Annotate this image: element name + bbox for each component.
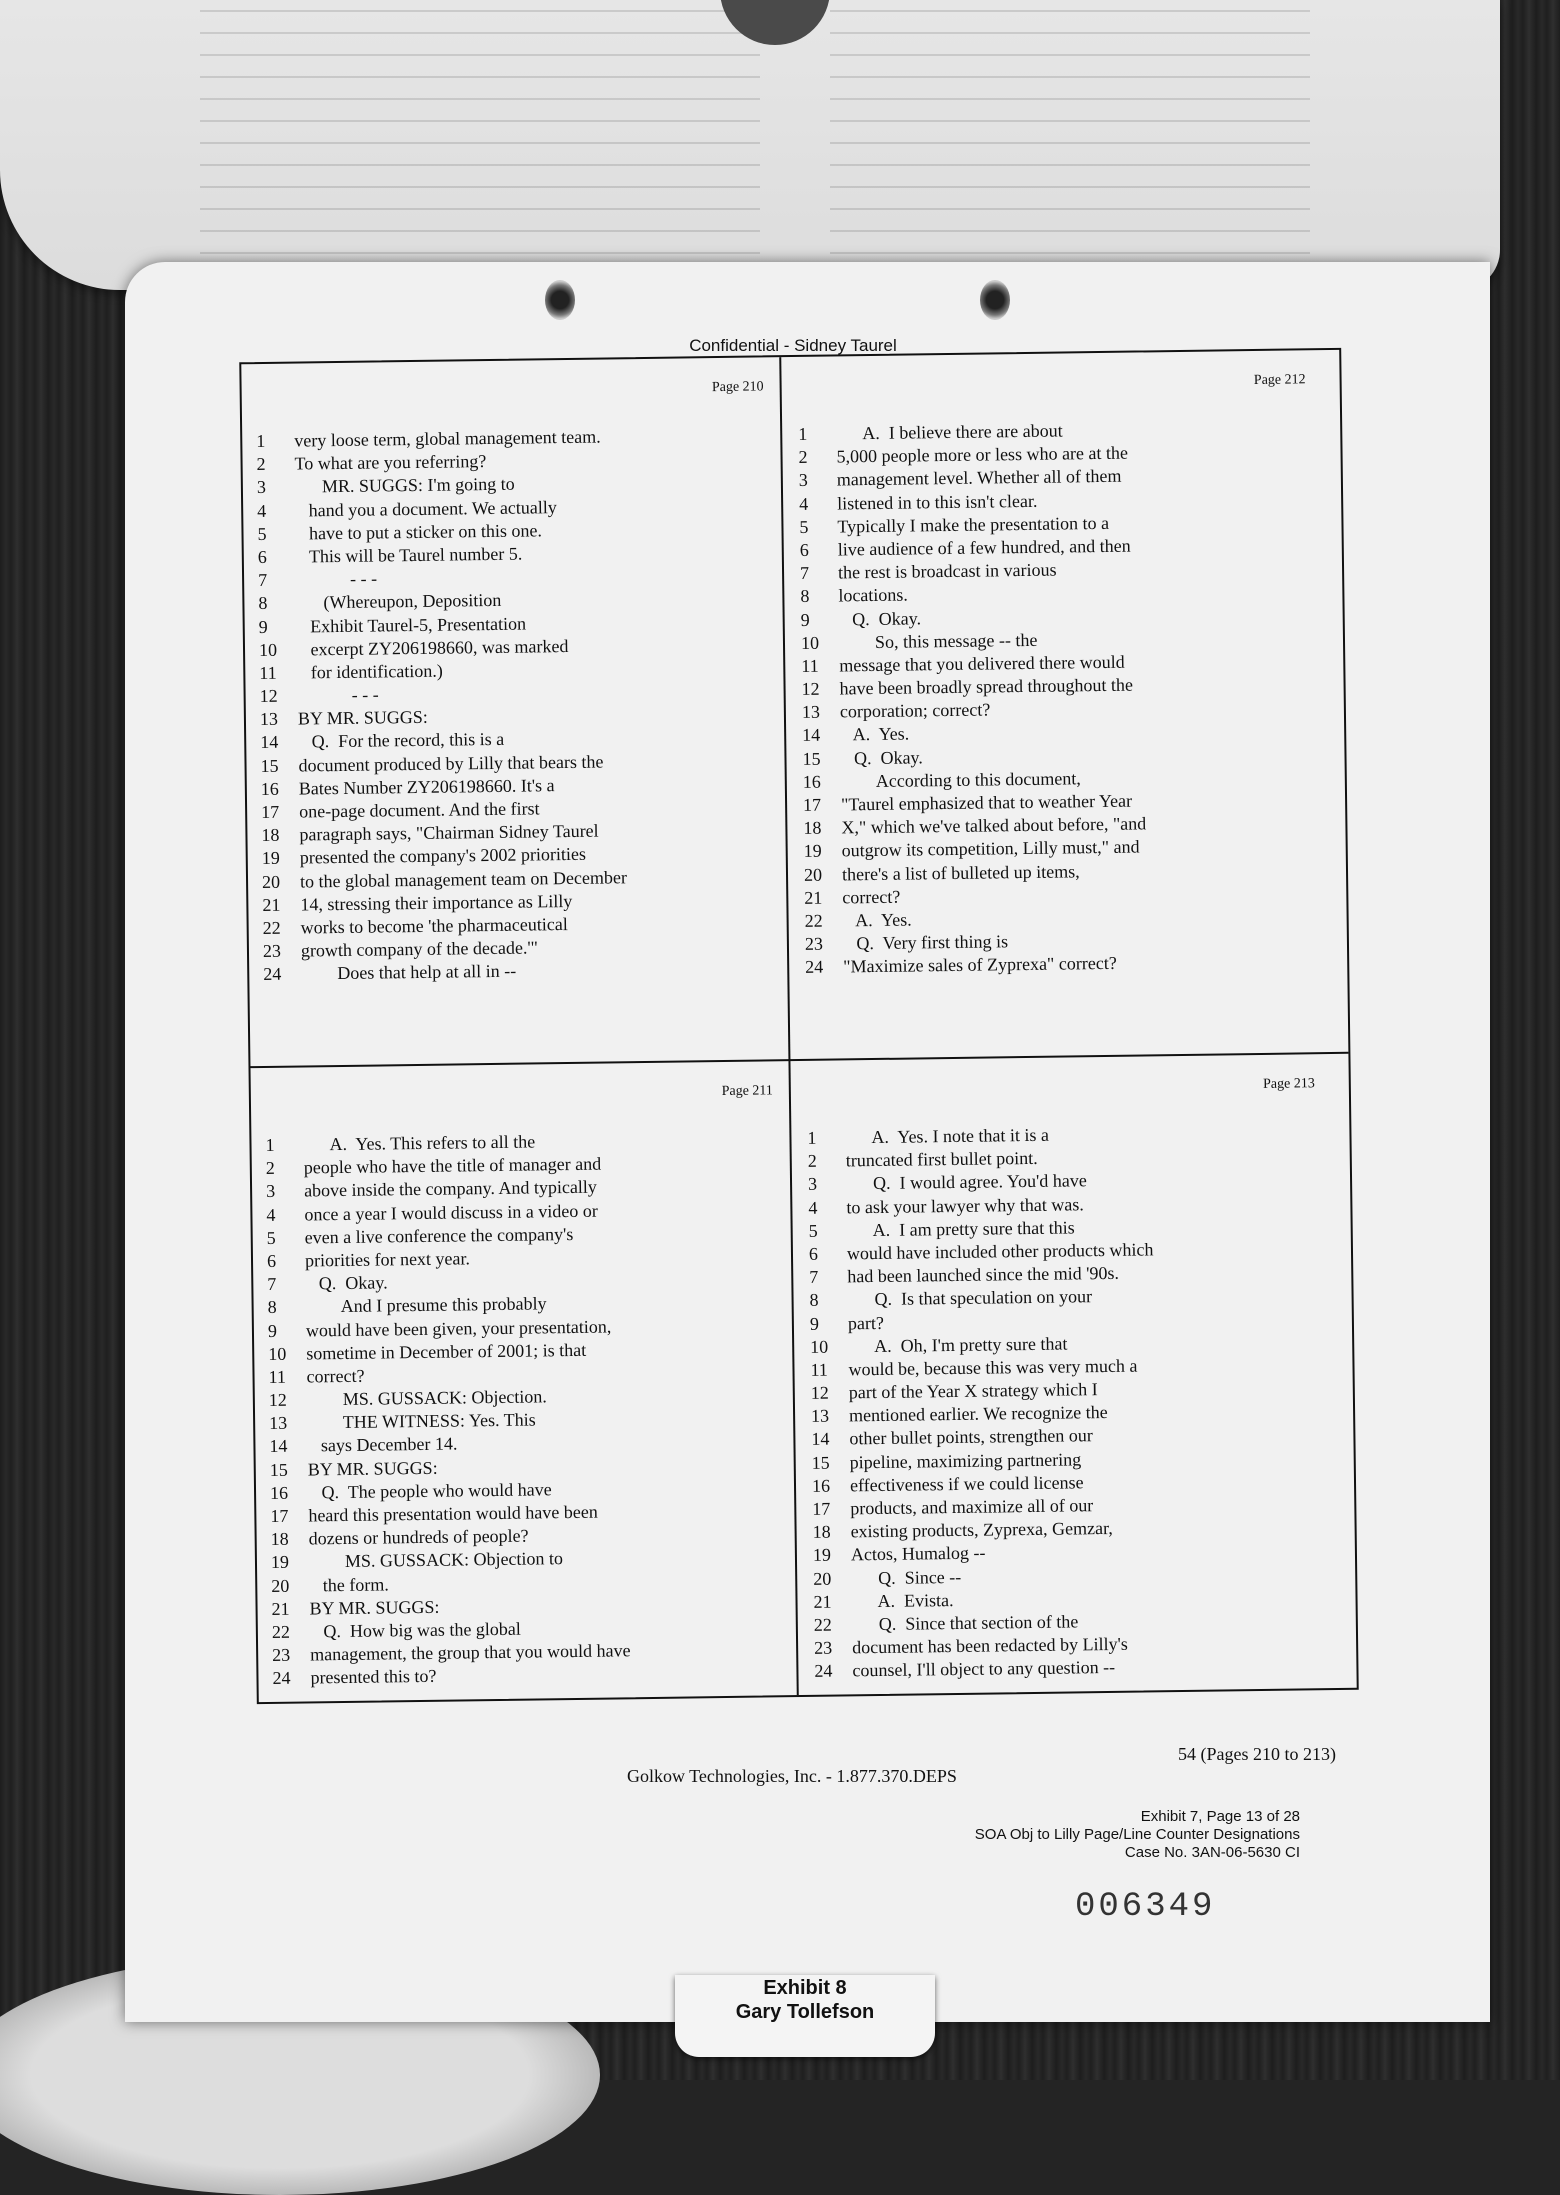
line-number: 21	[262, 894, 281, 915]
line-number: 1	[807, 1127, 817, 1148]
line-text: Q. Since --	[851, 1566, 962, 1588]
line-number: 11	[259, 662, 277, 683]
line-number: 14	[802, 725, 821, 746]
line-text: excerpt ZY206198660, was marked	[296, 635, 569, 660]
line-number: 24	[805, 956, 824, 978]
line-text: one-page document. And the first	[299, 798, 540, 822]
line-number: 20	[813, 1568, 832, 1589]
transcript-lines	[256, 425, 628, 986]
line-number: 23	[262, 940, 282, 962]
line-text: growth company of the decade.'"	[300, 937, 539, 961]
transcript-line	[810, 1354, 1155, 1382]
exhibit-tab-label: Exhibit 8	[763, 1977, 847, 1999]
line-number: 19	[812, 1545, 832, 1566]
line-text: would be, because this was very much a	[848, 1355, 1138, 1380]
line-text: once a year I would discuss in a video or	[304, 1200, 598, 1225]
line-text: would have included other products which	[846, 1239, 1154, 1264]
line-text: Q. How big was the global	[309, 1618, 521, 1642]
line-text: have been broadly spread throughout the	[839, 674, 1134, 699]
line-text: Q. Since that section of the	[851, 1611, 1079, 1635]
line-number: 1	[265, 1134, 275, 1155]
line-number: 5	[266, 1227, 276, 1248]
line-number: 19	[261, 848, 280, 869]
line-number: 4	[266, 1204, 276, 1225]
line-number: 20	[271, 1575, 290, 1596]
line-number: 10	[258, 639, 278, 660]
line-text: mentioned earlier. We recognize the	[848, 1402, 1108, 1426]
line-number: 13	[801, 701, 821, 723]
line-text: Typically I make the presentation to a	[837, 512, 1110, 537]
line-number: 24	[814, 1660, 833, 1682]
line-number: 17	[812, 1498, 831, 1519]
line-number: 12	[259, 685, 278, 707]
transcript-line	[801, 674, 1144, 702]
line-text: presented the company's 2002 priorities	[299, 844, 587, 868]
line-number: 24	[272, 1668, 291, 1689]
line-number: 17	[270, 1505, 289, 1526]
line-number: 5	[808, 1220, 818, 1241]
line-text: MR. SUGGS: I'm going to	[294, 474, 515, 497]
line-number: 22	[804, 910, 823, 931]
line-text: A. I am pretty sure that this	[846, 1217, 1075, 1241]
line-text: live audience of a few hundred, and then	[837, 535, 1131, 560]
line-number: 11	[801, 655, 819, 676]
line-number: 23	[272, 1644, 291, 1666]
line-number: 15	[269, 1459, 288, 1480]
binder-ring-left	[545, 280, 575, 320]
line-text: for identification.)	[297, 660, 443, 683]
line-text: A. Oh, I'm pretty sure that	[848, 1333, 1068, 1357]
line-number: 21	[813, 1591, 832, 1612]
line-number: 5	[799, 516, 809, 537]
line-text: there's a list of bulleted up items,	[841, 860, 1080, 884]
line-number: 12	[810, 1382, 829, 1403]
line-number: 15	[811, 1452, 830, 1473]
line-number: 2	[265, 1158, 275, 1179]
line-text: dozens or hundreds of people?	[308, 1525, 529, 1549]
transcript-lines	[807, 1122, 1159, 1683]
line-number: 13	[269, 1412, 288, 1434]
bates-number: 006349	[1075, 1888, 1216, 1926]
line-text: truncated first bullet point.	[845, 1148, 1038, 1171]
transcript-lines	[798, 418, 1148, 979]
line-number: 16	[269, 1482, 289, 1503]
exhibit-tab-name: Gary Tollefson	[735, 2001, 875, 2023]
line-number: 7	[799, 562, 810, 584]
line-number: 20	[261, 871, 281, 892]
line-number: 21	[804, 887, 823, 908]
line-text: Q. Okay.	[305, 1272, 388, 1294]
line-text: BY MR. SUGGS:	[307, 1457, 438, 1480]
line-text: people who have the title of manager and	[303, 1153, 602, 1178]
transcript-line	[268, 1338, 627, 1366]
line-text: Q. I would agree. You'd have	[845, 1170, 1087, 1194]
line-number: 13	[810, 1405, 830, 1427]
transcript-line	[267, 1222, 626, 1250]
line-number: 8	[809, 1290, 819, 1311]
line-number: 1	[798, 423, 808, 444]
line-number: 14	[260, 732, 279, 753]
line-text: A. Yes.	[840, 723, 910, 745]
transcript-line	[804, 836, 1147, 864]
line-text: had been launched since the mid '90s.	[847, 1262, 1120, 1287]
transcript-line	[805, 952, 1148, 980]
line-text: even a live conference the company's	[304, 1223, 574, 1248]
transcript-panel-page-210	[247, 361, 786, 1058]
page-range: 54 (Pages 210 to 213)	[1178, 1744, 1336, 1764]
page-header: Confidential - Sidney Taurel	[689, 336, 897, 355]
page-number: Page 212	[1253, 372, 1306, 388]
line-number: 18	[270, 1528, 289, 1550]
line-text: - - -	[295, 568, 378, 590]
line-number: 3	[798, 470, 808, 491]
line-number: 23	[814, 1637, 833, 1658]
case-number-line: Case No. 3AN-06-5630 CI	[1124, 1844, 1300, 1861]
line-number: 3	[256, 477, 267, 498]
line-number: 9	[258, 616, 268, 637]
transcript-panel-page-211	[257, 1065, 796, 1762]
line-number: 2	[798, 447, 808, 468]
line-text: the rest is broadcast in various	[837, 559, 1057, 583]
line-text: A. Evista.	[851, 1589, 954, 1612]
line-text: correct?	[842, 886, 901, 908]
line-text: Bates Number ZY206198660. It's a	[298, 774, 555, 799]
exhibit-line: Exhibit 7, Page 13 of 28	[1140, 1808, 1300, 1825]
line-text: outgrow its competition, Lilly must," and	[841, 836, 1140, 861]
line-text: BY MR. SUGGS:	[297, 707, 428, 729]
line-number: 7	[267, 1273, 277, 1295]
line-number: 13	[259, 709, 279, 730]
bleed-through-text-left	[200, 10, 760, 260]
line-number: 8	[258, 593, 268, 614]
line-text: heard this presentation would have been	[308, 1501, 598, 1526]
line-text: Actos, Humalog --	[850, 1542, 986, 1565]
line-text: This will be Taurel number 5.	[295, 543, 523, 567]
line-number: 4	[257, 500, 267, 521]
line-text: And I presume this probably	[305, 1293, 547, 1317]
line-text: says December 14.	[307, 1433, 458, 1456]
line-number: 6	[266, 1250, 277, 1271]
line-number: 10	[268, 1343, 287, 1364]
line-number: 22	[813, 1614, 832, 1635]
line-text: MS. GUSSACK: Objection.	[306, 1386, 547, 1410]
line-number: 2	[256, 454, 266, 475]
line-number: 19	[270, 1552, 290, 1573]
line-text: other bullet points, strengthen our	[849, 1425, 1093, 1449]
line-number: 10	[800, 632, 820, 653]
line-number: 14	[269, 1436, 288, 1457]
line-number: 17	[802, 794, 822, 815]
line-text: 14, stressing their importance as Lilly	[300, 890, 573, 915]
line-text: document has been redacted by Lilly's	[852, 1633, 1128, 1658]
line-number: 9	[800, 609, 810, 630]
line-number: 16	[802, 771, 821, 792]
line-text: 5,000 people more or less who are at the	[836, 442, 1129, 467]
line-number: 3	[807, 1174, 818, 1195]
line-text: Does that help at all in --	[301, 961, 517, 984]
line-number: 9	[809, 1313, 820, 1334]
line-text: Q. Okay.	[840, 746, 923, 769]
transcript-line	[262, 866, 627, 894]
line-number: 5	[257, 523, 267, 544]
line-text: very loose term, global management team.	[294, 426, 601, 451]
line-text: "Maximize sales of Zyprexa" correct?	[843, 953, 1117, 977]
line-text: effectiveness if we could license	[849, 1472, 1084, 1496]
line-text: message that you delivered there would	[839, 651, 1125, 676]
transcript-line	[263, 959, 628, 987]
line-text: products, and maximize all of our	[850, 1495, 1094, 1519]
reporter-contact: Golkow Technologies, Inc. - 1.877.370.DEPS	[627, 1766, 957, 1786]
line-text: Q. The people who would have	[307, 1479, 552, 1503]
line-text: A. Yes.	[842, 909, 912, 931]
line-number: 8	[267, 1297, 277, 1318]
line-text: Q. Very first thing is	[842, 931, 1009, 954]
line-text: A. Yes. This refers to all the	[303, 1131, 536, 1155]
previous-page-flap	[0, 0, 1500, 290]
line-number: 4	[808, 1197, 818, 1218]
line-text: So, this message -- the	[838, 629, 1038, 653]
line-text: (Whereupon, Deposition	[296, 590, 502, 613]
line-number: 10	[810, 1336, 829, 1357]
line-text: Q. For the record, this is a	[298, 729, 505, 752]
page-number: Page 213	[1262, 1076, 1315, 1092]
line-number: 8	[800, 586, 810, 607]
line-number: 18	[812, 1521, 831, 1543]
line-text: document produced by Lilly that bears the	[298, 751, 604, 776]
line-text: Exhibit Taurel-5, Presentation	[296, 613, 527, 637]
page-number: Page 211	[721, 1083, 773, 1100]
line-number: 18	[803, 817, 822, 839]
line-number: 2	[807, 1150, 817, 1172]
transcript-line	[814, 1656, 1159, 1684]
line-number: 12	[268, 1389, 287, 1411]
line-text: A. Yes. I note that it is a	[845, 1124, 1050, 1148]
line-number: 24	[263, 964, 282, 985]
transcript-line	[260, 750, 625, 778]
exhibit-stamp	[900, 1808, 1300, 1862]
transcript-line	[809, 1262, 1154, 1290]
line-number: 19	[803, 841, 822, 862]
line-number: 17	[261, 801, 280, 823]
line-text: have to put a sticker on this one.	[295, 520, 543, 544]
line-number: 15	[260, 755, 279, 776]
line-text: THE WITNESS: Yes. This	[307, 1409, 536, 1433]
line-number: 6	[808, 1243, 819, 1264]
designation-line: SOA Obj to Lilly Page/Line Counter Designations	[974, 1826, 1300, 1843]
line-text: management level. Whether all of them	[836, 466, 1122, 490]
line-text: presented this to?	[310, 1666, 437, 1688]
line-text: X," which we've talked about before, "and	[841, 813, 1147, 838]
line-number: 16	[260, 778, 279, 799]
line-number: 16	[811, 1475, 831, 1496]
line-number: 7	[809, 1266, 819, 1288]
page-number: Page 210	[711, 379, 764, 396]
line-text: counsel, I'll object to any question --	[852, 1657, 1116, 1681]
line-number: 12	[801, 678, 820, 699]
line-number: 15	[802, 748, 821, 769]
transcript-line	[799, 465, 1142, 493]
line-number: 11	[810, 1359, 828, 1380]
line-text: to ask your lawyer why that was.	[846, 1193, 1084, 1217]
line-text: A. I believe there are about	[836, 420, 1063, 444]
line-number: 11	[268, 1366, 287, 1387]
line-text: correct?	[306, 1365, 365, 1387]
line-text: MS. GUSSACK: Objection to	[308, 1548, 564, 1572]
line-text: corporation; correct?	[839, 699, 991, 722]
line-number: 4	[799, 493, 809, 514]
line-text: locations.	[838, 584, 908, 606]
transcript-lines	[265, 1129, 631, 1690]
line-number: 7	[257, 570, 268, 591]
line-number: 22	[262, 917, 281, 938]
line-text: would have been given, your presentation,	[305, 1315, 612, 1340]
line-text: works to become 'the pharmaceutical	[300, 913, 568, 938]
line-number: 3	[265, 1181, 276, 1202]
line-text: "Taurel emphasized that to weather Year	[840, 790, 1133, 815]
binder-ring-right	[980, 280, 1010, 320]
transcript-grid	[239, 348, 1358, 1704]
transcript-panel-page-212	[789, 354, 1328, 1051]
transcript-line	[272, 1663, 631, 1691]
line-text: part of the Year X strategy which I	[848, 1379, 1098, 1403]
line-number: 18	[261, 824, 280, 846]
line-number: 20	[803, 864, 823, 885]
line-text: the form.	[309, 1573, 389, 1596]
line-number: 14	[811, 1429, 830, 1450]
line-number: 9	[267, 1320, 278, 1341]
bleed-through-text-right	[830, 10, 1310, 260]
line-text: Q. Is that speculation on your	[847, 1286, 1093, 1310]
line-text: paragraph says, "Chairman Sidney Taurel	[299, 820, 599, 845]
line-text: above inside the company. And typically	[303, 1177, 597, 1201]
exhibit-tab[interactable]	[675, 1975, 935, 2057]
line-text: pipeline, maximizing partnering	[849, 1448, 1082, 1472]
line-text: To what are you referring?	[294, 451, 487, 474]
line-number: 1	[256, 430, 266, 452]
line-number: 23	[804, 933, 824, 955]
line-text: priorities for next year.	[304, 1248, 471, 1271]
line-text: - - -	[297, 684, 379, 706]
transcript-line	[270, 1500, 629, 1528]
line-text: Q. Okay.	[838, 607, 922, 629]
line-text: BY MR. SUGGS:	[309, 1596, 440, 1619]
line-text: management, the group that you would have	[310, 1640, 631, 1665]
line-text: part?	[847, 1312, 885, 1333]
line-text: hand you a document. We actually	[295, 496, 557, 521]
line-text: sometime in December of 2001; is that	[306, 1339, 587, 1364]
line-number: 21	[271, 1598, 290, 1619]
line-number: 22	[271, 1621, 291, 1642]
transcript-panel-page-213	[799, 1058, 1338, 1755]
line-text: to the global management team on December	[299, 866, 628, 892]
line-text: According to this document,	[840, 768, 1081, 792]
line-text: listened in to this isn't clear.	[837, 490, 1038, 514]
transcript-line	[800, 534, 1143, 562]
line-text: existing products, Zyprexa, Gemzar,	[850, 1518, 1113, 1542]
line-number: 6	[257, 546, 267, 567]
line-number: 6	[799, 539, 809, 560]
